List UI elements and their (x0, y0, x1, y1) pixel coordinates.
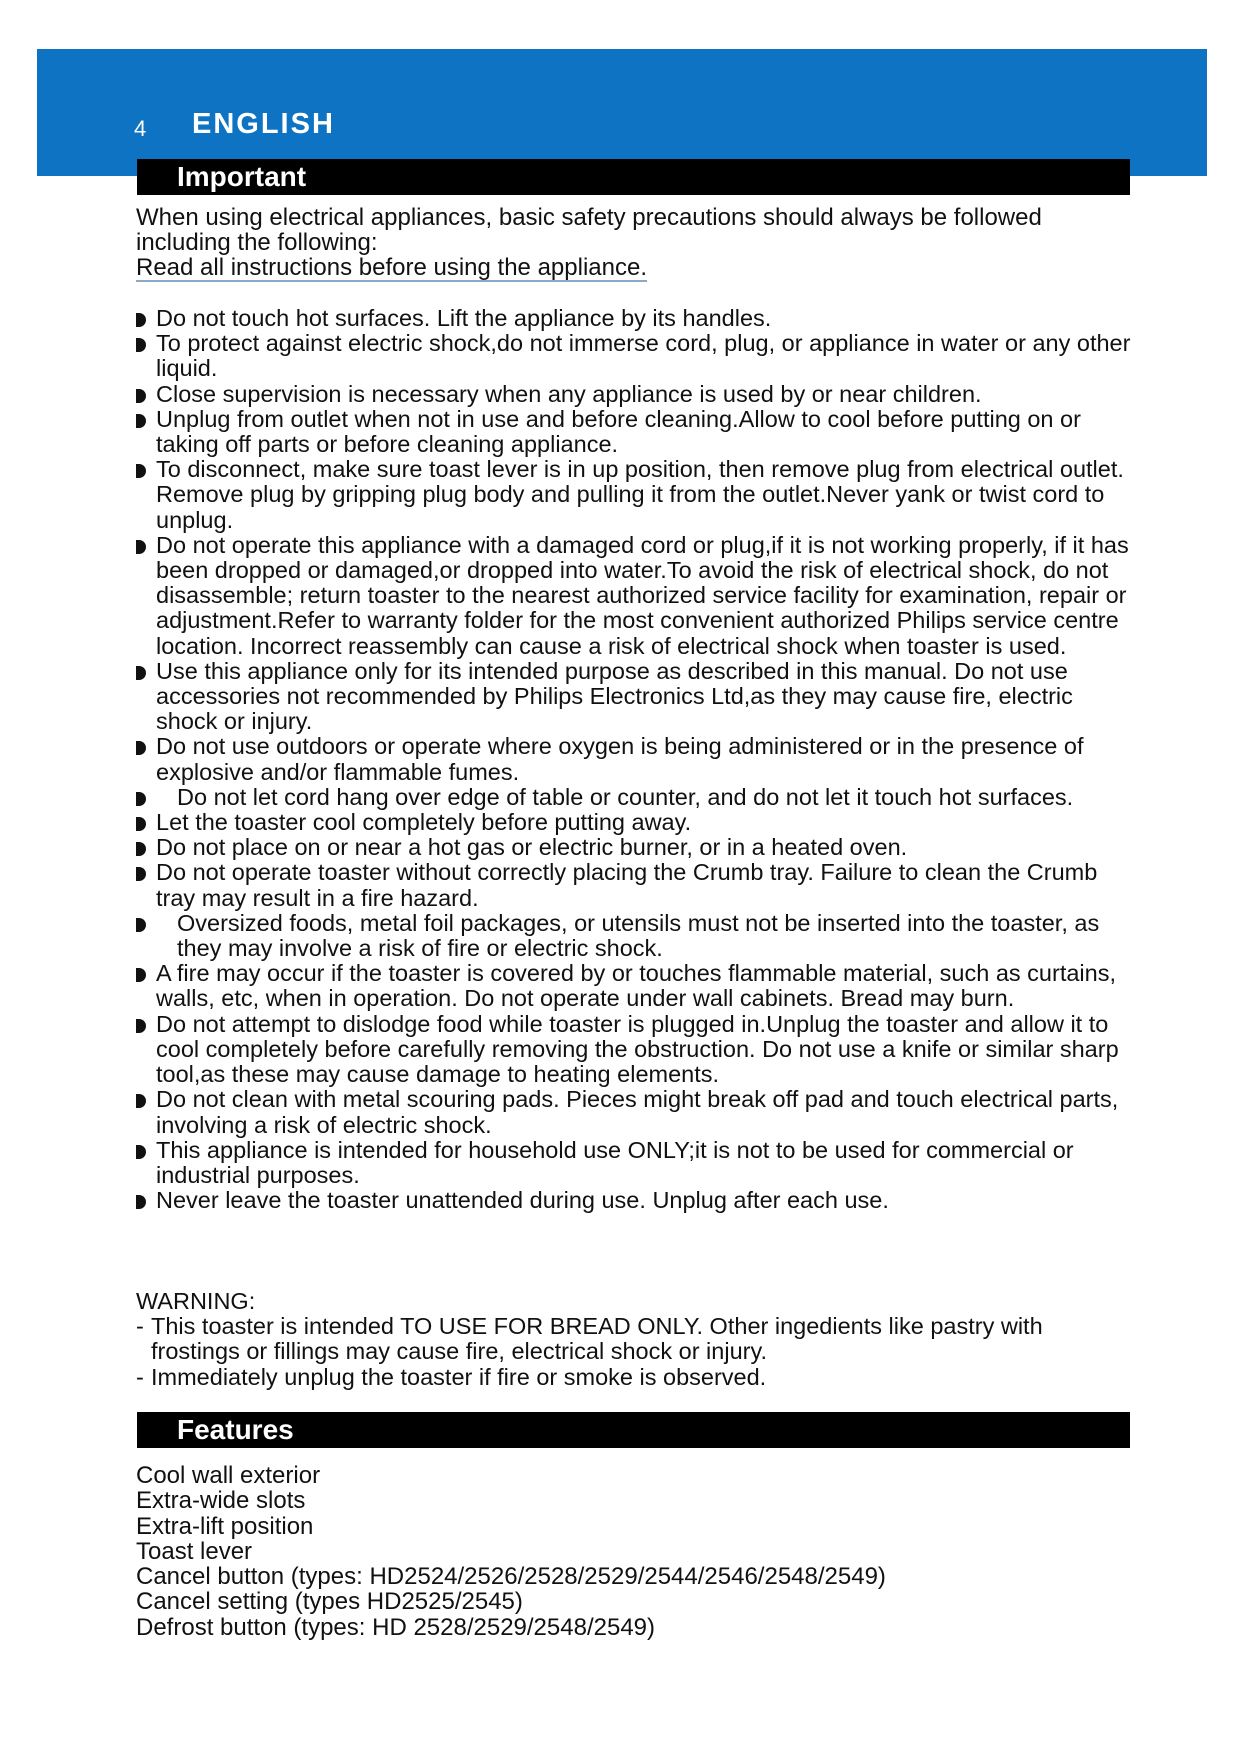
feature-item: Defrost button (types: HD 2528/2529/2548/2549) (136, 1613, 655, 1641)
bullet-icon (136, 1145, 146, 1159)
list-item: To disconnect, make sure toast lever is in up position, then remove plug from electrical outlet. Remove plug by gripping plug body and pulling it from the outlet.Never yank or twist cord to unplug. (136, 457, 1136, 533)
dash-icon: - (136, 1313, 144, 1340)
dash-icon: - (136, 1363, 144, 1390)
feature-item: Cool wall exterior (136, 1462, 321, 1489)
bullet-icon (136, 464, 146, 478)
list-item: Never leave the toaster unattended during use. Unplug after each use. (136, 1188, 1136, 1213)
bullet-icon (136, 817, 146, 831)
list-item: Do not operate this appliance with a damaged cord or plug,if it is not working properly, if it has been dropped or damaged,or dropped into water.To avoid the risk of electrical shock, do not disassemble; return toaster to the nearest authorized service facility for examination, repair or adjustment.Refer to warranty folder for the most convenient authorized Philips service centre location. Incorrect reassembly can cause a risk of electrical shock when toaster is used. (136, 533, 1136, 659)
page-number: 4 (134, 116, 147, 141)
list-item: A fire may occur if the toaster is covered by or touches flammable material, such as curtains, walls, etc, when in operation. Do not operate under wall cabinets. Bread may burn. (136, 961, 1136, 1011)
bullet-icon (136, 389, 146, 403)
warning-item: - This toaster is intended TO USE FOR BREAD ONLY. Other ingedients like pastry with frostings or fillings may cause fire, electrical shock or injury. (136, 1313, 1043, 1365)
list-item: This appliance is intended for household use ONLY;it is not to be used for commercial or industrial purposes. (136, 1138, 1136, 1188)
important-title: Important (177, 161, 307, 192)
bullet-icon (136, 867, 146, 881)
feature-item: Cancel button (types: HD2524/2526/2528/2529/2544/2546/2548/2549) (136, 1563, 886, 1591)
warning-item: - Immediately unplug the toaster if fire or smoke is observed. (136, 1363, 767, 1390)
intro-paragraph: When using electrical appliances, basic safety precautions should always be followed including the following: (136, 204, 1042, 256)
language-heading: ENGLISH (192, 108, 335, 140)
important-section-bar (137, 159, 1130, 195)
features-list (136, 1463, 1136, 1640)
feature-item: Extra-lift position (136, 1512, 314, 1540)
bullet-icon (136, 1195, 146, 1209)
list-item: Do not clean with metal scouring pads. Pieces might break off pad and touch electrical parts, involving a risk of electric shock. (136, 1087, 1136, 1137)
bullet-icon (136, 414, 146, 428)
bullet-icon (136, 666, 146, 680)
list-item: Do not let cord hang over edge of table or counter, and do not let it touch hot surfaces. (136, 785, 1136, 810)
bullet-icon (136, 792, 146, 806)
list-item: Close supervision is necessary when any appliance is used by or near children. (136, 382, 1136, 407)
list-item: Do not touch hot surfaces. Lift the appliance by its handles. (136, 306, 1136, 331)
feature-item: Cancel setting (types HD2525/2545) (136, 1588, 523, 1616)
bullet-icon (136, 741, 146, 755)
bullet-icon (136, 842, 146, 856)
list-item: Unplug from outlet when not in use and before cleaning.Allow to cool before putting on or taking off parts or before cleaning appliance. (136, 407, 1136, 457)
list-item: Do not place on or near a hot gas or electric burner, or in a heated oven. (136, 835, 1136, 860)
bullet-icon (136, 968, 146, 982)
list-item: Do not attempt to dislodge food while toaster is plugged in.Unplug the toaster and allow it to cool completely before carefully removing the obstruction. Do not use a knife or similar sharp tool,as these may cause damage to heating elements. (136, 1012, 1136, 1088)
warning-title: WARNING: (136, 1288, 256, 1314)
features-section-bar (137, 1412, 1130, 1448)
bullet-icon (136, 540, 146, 554)
bullet-icon (136, 338, 146, 352)
bullet-icon (136, 1019, 146, 1033)
list-item: Use this appliance only for its intended purpose as described in this manual. Do not use accessories not recommended by Philips Electronics Ltd,as they may cause fire, electric shock or injury. (136, 659, 1136, 735)
warning-block (136, 1289, 1136, 1390)
list-item: Do not operate toaster without correctly placing the Crumb tray. Failure to clean the Crumb tray may result in a fire hazard. (136, 860, 1136, 910)
bullet-icon (136, 918, 146, 932)
list-item: To protect against electric shock,do not immerse cord, plug, or appliance in water or any other liquid. (136, 331, 1136, 381)
list-item: Let the toaster cool completely before putting away. (136, 810, 1136, 835)
intro-text (136, 205, 1136, 282)
bullet-icon (136, 313, 146, 327)
feature-item: Toast lever (136, 1537, 253, 1565)
bullet-icon (136, 1094, 146, 1108)
feature-item: Extra-wide slots (136, 1487, 306, 1515)
list-item: Oversized foods, metal foil packages, or utensils must not be inserted into the toaster, as they may involve a risk of fire or electric shock. (136, 911, 1136, 961)
safety-list (136, 306, 1136, 1213)
list-item: Do not use outdoors or operate where oxygen is being administered or in the presence of explosive and/or flammable fumes. (136, 734, 1136, 784)
features-title: Features (177, 1414, 294, 1445)
read-all-instructions: Read all instructions before using the appliance. (136, 254, 647, 281)
